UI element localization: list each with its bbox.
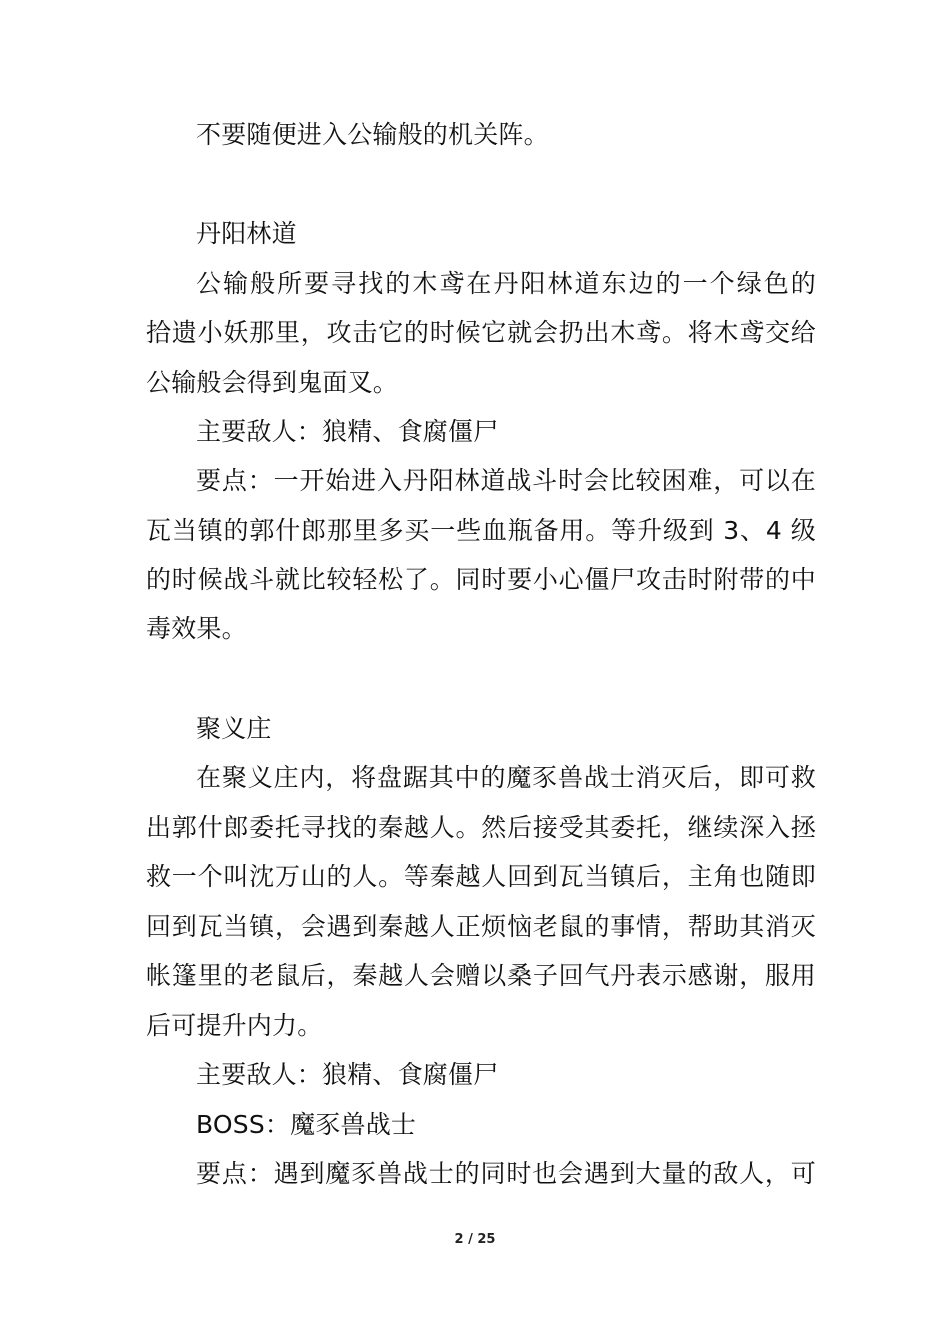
boss-line: BOSS：魔豕兽战士 [196,1110,417,1139]
paragraph-line: 出郭什郎委托寻找的秦越人。然后接受其委托，继续深入拯 [146,813,816,842]
paragraph-line: 要点：遇到魔豕兽战士的同时也会遇到大量的敌人，可 [196,1159,816,1188]
paragraph-line: 回到瓦当镇，会遇到秦越人正烦恼老鼠的事情，帮助其消灭 [146,912,816,941]
paragraph-line: 公输般会得到鬼面叉。 [146,368,399,397]
paragraph-line: 帐篷里的老鼠后，秦越人会赠以桑子回气丹表示感谢，服用 [146,961,816,990]
section-heading-juyizhuang: 聚义庄 [196,714,272,743]
paragraph-line: 拾遗小妖那里，攻击它的时候它就会扔出木鸢。将木鸢交给 [146,318,816,347]
enemies-line: 主要敌人：狼精、食腐僵尸 [196,1060,499,1089]
paragraph-line: 不要随便进入公输般的机关阵。 [196,120,549,149]
page-number: 2 / 25 [454,1232,496,1247]
paragraph-line: 瓦当镇的郭什郎那里多买一些血瓶备用。等升级到 3、4 级 [146,516,816,545]
paragraph-line: 要点：一开始进入丹阳林道战斗时会比较困难，可以在 [196,466,816,495]
paragraph-line: 救一个叫沈万山的人。等秦越人回到瓦当镇后，主角也随即 [146,862,816,891]
paragraph-line: 毒效果。 [146,614,247,643]
paragraph-line: 公输般所要寻找的木鸢在丹阳林道东边的一个绿色的 [196,269,816,298]
paragraph-line: 后可提升内力。 [146,1011,323,1040]
paragraph-line: 在聚义庄内，将盘踞其中的魔豕兽战士消灭后，即可救 [196,763,816,792]
section-heading-danyang: 丹阳林道 [196,219,297,248]
enemies-line: 主要敌人：狼精、食腐僵尸 [196,417,499,446]
paragraph-line: 的时候战斗就比较轻松了。同时要小心僵尸攻击时附带的中 [146,565,816,594]
